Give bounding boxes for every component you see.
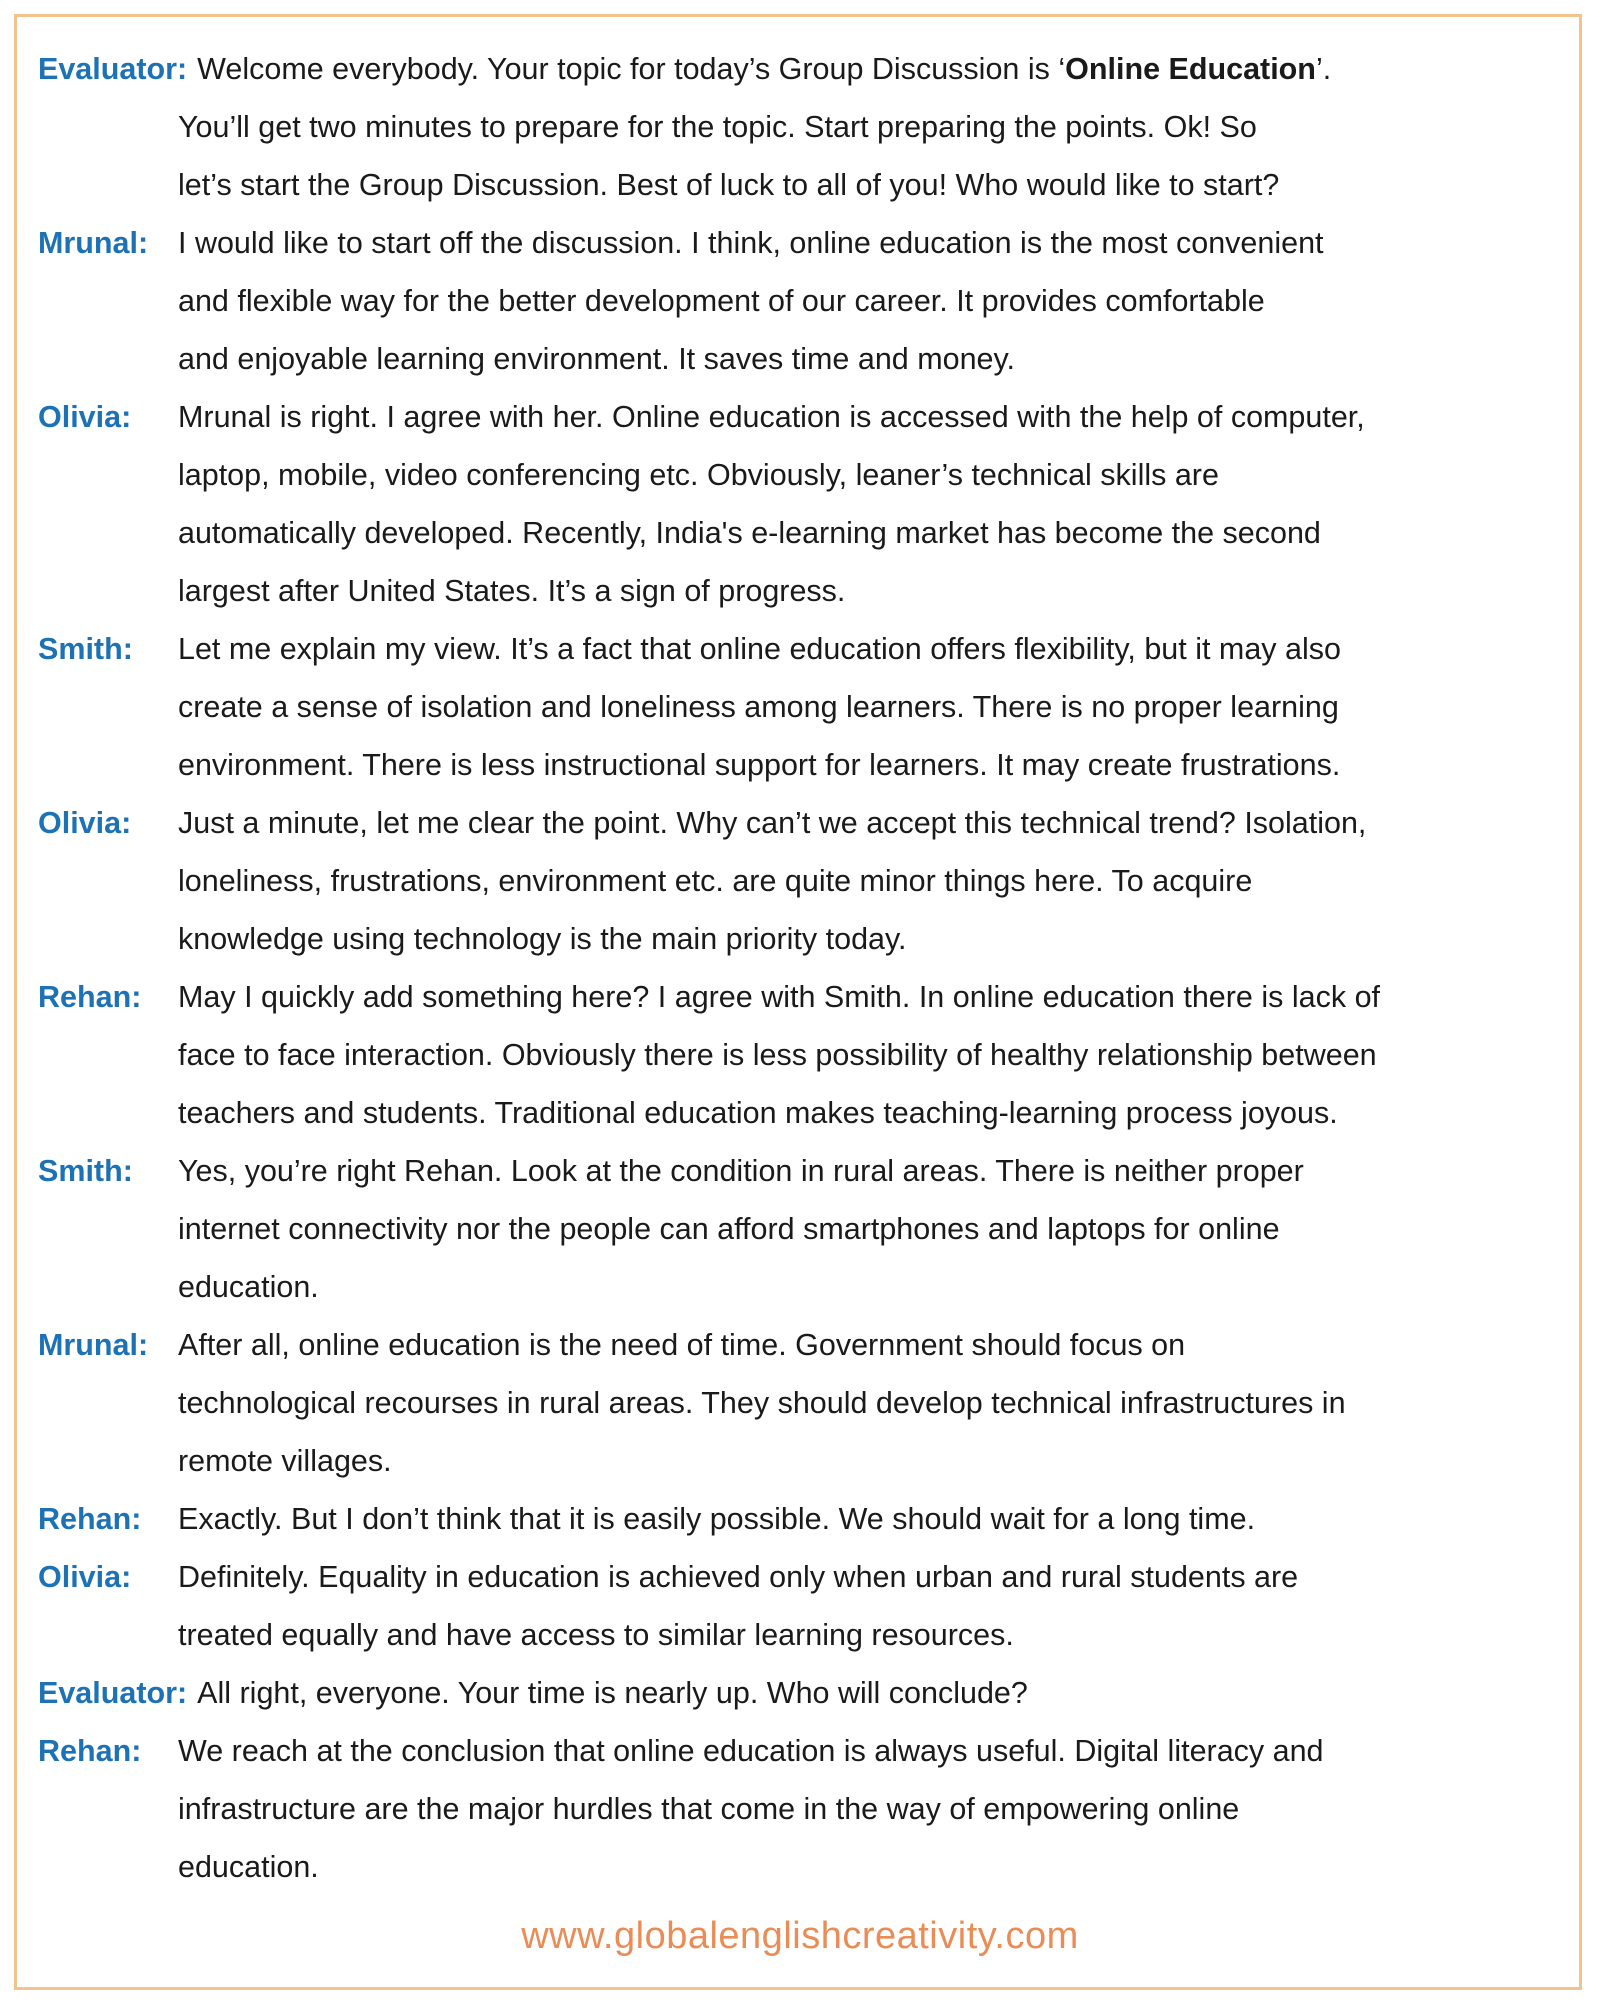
dialogue [38,40,1568,1896]
dialogue-turn [38,794,1568,968]
speech-text: Definitely. Equality in education is achieved only when urban and rural students are treated equally and have access to similar learning resources. [178,1560,1299,1652]
dialogue-continuation: You’ll get two minutes to prepare for the topic. Start preparing the points. Ok! So [178,110,1257,144]
website-footer[interactable]: www.globalenglishcreativity.com [521,1915,1079,1957]
speech-text: All right, everyone. Your time is nearly up. Who will conclude? [197,1676,1028,1710]
speaker-label: Olivia: [38,400,132,434]
dialogue-turn [38,620,1568,794]
dialogue-turn [38,1664,1568,1722]
speech-text: I would like to start off the discussion. I think, online education is the most convenient and flexible way for the better development of our career. It provides comfortable and enjoyable learning environment. It saves time and money. [178,226,1324,376]
speaker-label: Mrunal: [38,226,149,260]
dialogue-turn [38,388,1568,620]
dialogue-turn [38,1548,1568,1664]
speech-text: Let me explain my view. It’s a fact that online education offers flexibility, but it may also create a sense of isolation and loneliness among learners. There is no proper learning environment. There is less instructional support for learners. It may create frustrations. [178,632,1341,782]
speech-text: Mrunal is right. I agree with her. Online education is accessed with the help of computer, laptop, mobile, video conferencing etc. Obviously, leaner’s technical skills are automatically developed. Recently, India's e-learning market has become the second largest after United States. It’s a sign of progress. [178,400,1365,608]
dialogue-turn [38,1316,1568,1490]
speaker-label: Smith: [38,632,133,666]
dialogue-continuation: let’s start the Group Discussion. Best of luck to all of you! Who would like to start? [178,168,1280,202]
speech-text: Welcome everybody. Your topic for today’s Group Discussion is ‘Online Education’. [197,52,1332,86]
speaker-label: Smith: [38,1154,133,1188]
speaker-label: Rehan: [38,1502,142,1536]
speech-text: After all, online education is the need of time. Government should focus on technological recourses in rural areas. They should develop technical infrastructures in remote villages. [178,1328,1346,1478]
speaker-label: Rehan: [38,1734,142,1768]
speaker-label: Olivia: [38,1560,132,1594]
speech-text: May I quickly add something here? I agree with Smith. In online education there is lack of face to face interaction. Obviously there is less possibility of healthy relationship between teachers and students. Traditional education makes teaching-learning process joyous. [178,980,1381,1130]
dialogue-turn [38,968,1568,1142]
dialogue-turn [38,1490,1568,1548]
speaker-label: Mrunal: [38,1328,149,1362]
dialogue-turn [38,1722,1568,1896]
speaker-label: Evaluator: [38,52,188,86]
topic-title: Online Education [1065,52,1316,86]
dialogue-turn [38,214,1568,388]
speaker-label: Evaluator: [38,1676,188,1710]
dialogue-turn [38,40,1568,98]
speech-text: Yes, you’re right Rehan. Look at the condition in rural areas. There is neither proper internet connectivity nor the people can afford smartphones and laptops for online education. [178,1154,1304,1304]
speech-text: Exactly. But I don’t think that it is easily possible. We should wait for a long time. [178,1502,1256,1536]
speech-text: We reach at the conclusion that online education is always useful. Digital literacy and infrastructure are the major hurdles that come in the way of empowering online education. [178,1734,1324,1884]
speaker-label: Olivia: [38,806,132,840]
speech-text: Just a minute, let me clear the point. Why can’t we accept this technical trend? Isolation, loneliness, frustrations, environment etc. are quite minor things here. To acquire knowledge using technology is the main priority today. [178,806,1367,956]
dialogue-turn [38,1142,1568,1316]
speaker-label: Rehan: [38,980,142,1014]
